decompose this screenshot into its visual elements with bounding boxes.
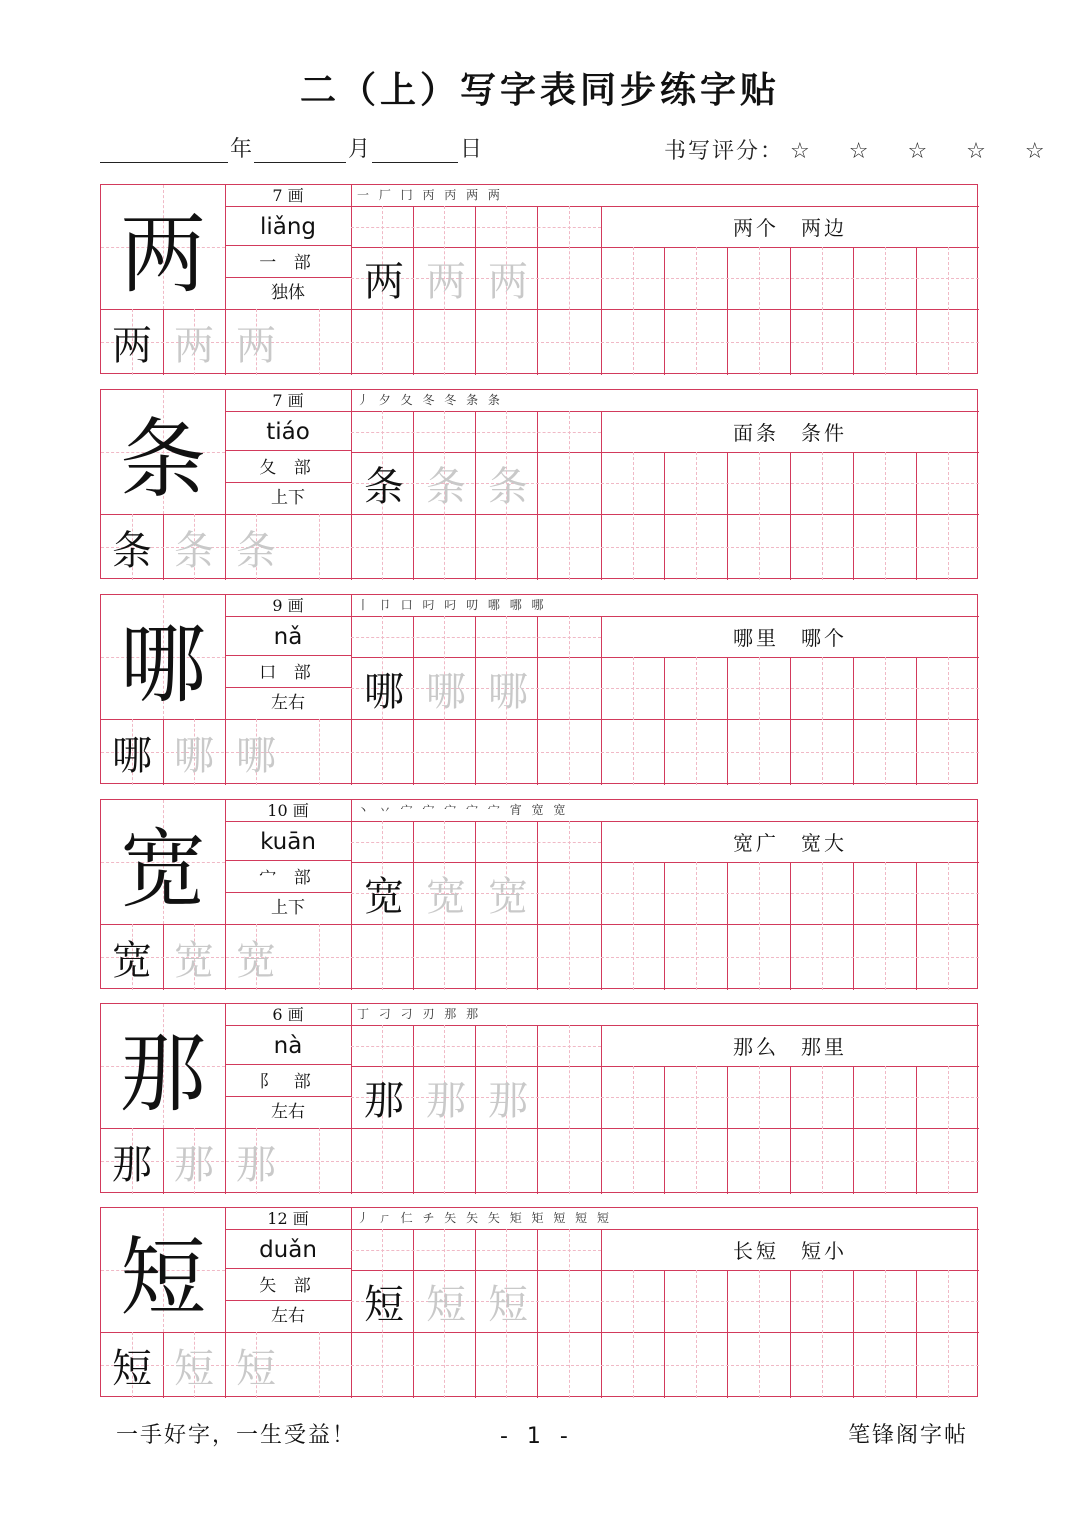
- trace-char: 哪: [236, 732, 276, 779]
- grid-line: [853, 657, 854, 785]
- model-character: 两: [120, 205, 206, 305]
- guide-line: [948, 1066, 949, 1194]
- stroke-order: 一 厂 冂 丙 丙 两 两: [357, 188, 503, 202]
- guide-line: [696, 1270, 697, 1398]
- guide-line: [319, 719, 320, 785]
- guide-line: [319, 514, 320, 580]
- stroke-order: 丨 卩 口 叼 叼 叨 哪 哪 哪: [357, 598, 547, 612]
- radical: 口 部: [259, 663, 317, 683]
- month-blank[interactable]: [254, 140, 346, 163]
- model-character: 宽: [120, 820, 206, 920]
- structure: 左右: [271, 693, 305, 713]
- guide-line: [822, 1066, 823, 1194]
- grid-line: [853, 1066, 854, 1194]
- vocabulary-words: [601, 617, 979, 657]
- grid-line: [101, 514, 979, 515]
- practice-char: 两: [112, 322, 152, 369]
- vocabulary-word: 长短: [733, 1239, 779, 1263]
- grid-line: [916, 1270, 917, 1398]
- grid-line: [853, 247, 854, 375]
- grid-line: [790, 657, 791, 785]
- grid-line: [225, 1268, 351, 1269]
- vocabulary-word: 两个: [733, 216, 779, 240]
- model-character: 那: [120, 1024, 206, 1124]
- practice-char: 宽: [364, 873, 404, 920]
- grid-line: [853, 452, 854, 580]
- trace-char: 两: [174, 322, 214, 369]
- guide-line: [319, 1128, 320, 1194]
- grid-line: [225, 655, 351, 656]
- trace-char: 条: [426, 463, 466, 510]
- guide-line: [759, 1066, 760, 1194]
- guide-line: [759, 247, 760, 375]
- grid-line: [916, 862, 917, 990]
- guide-line: [885, 862, 886, 990]
- grid-line: [101, 309, 979, 310]
- date-line: [100, 132, 484, 163]
- guide-line: [696, 862, 697, 990]
- page-title: 二（上）写字表同步练字贴: [299, 69, 780, 111]
- grid-line: [225, 860, 351, 861]
- vocabulary-words: [601, 207, 979, 247]
- guide-line: [759, 862, 760, 990]
- guide-line: [569, 206, 570, 375]
- practice-char: 条: [364, 463, 404, 510]
- guide-line: [696, 452, 697, 580]
- grid-line: [664, 657, 665, 785]
- practice-char: 短: [364, 1281, 404, 1328]
- practice-char: 短: [112, 1345, 152, 1392]
- grid-line: [853, 862, 854, 990]
- radical: 矢 部: [259, 1276, 317, 1296]
- pinyin: tiáo: [266, 419, 310, 445]
- guide-line: [696, 657, 697, 785]
- practice-char: 宽: [112, 937, 152, 984]
- vocabulary-words: [601, 1230, 979, 1270]
- rating-label: 书写评分：: [664, 139, 785, 164]
- stroke-count: 7 画: [272, 391, 304, 410]
- guide-line: [633, 452, 634, 580]
- guide-line: [633, 657, 634, 785]
- vocabulary-word: 面条: [733, 421, 779, 445]
- guide-line: [351, 432, 601, 433]
- grid-line: [351, 800, 352, 990]
- guide-line: [759, 657, 760, 785]
- structure: 左右: [271, 1102, 305, 1122]
- rating: [664, 134, 1061, 165]
- trace-char: 两: [236, 322, 276, 369]
- guide-line: [948, 1270, 949, 1398]
- guide-line: [633, 247, 634, 375]
- guide-line: [351, 1046, 601, 1047]
- rating-stars[interactable]: ☆ ☆ ☆ ☆ ☆: [790, 139, 1061, 164]
- grid-line: [101, 1332, 979, 1333]
- guide-line: [948, 657, 949, 785]
- grid-line: [790, 452, 791, 580]
- practice-char: 条: [112, 527, 152, 574]
- guide-line: [351, 1250, 601, 1251]
- practice-char: 哪: [112, 732, 152, 779]
- trace-char: 哪: [488, 668, 528, 715]
- structure: 独体: [271, 283, 305, 303]
- guide-line: [319, 309, 320, 375]
- trace-char: 短: [174, 1345, 214, 1392]
- grid-line: [351, 1208, 352, 1398]
- structure: 上下: [271, 898, 305, 918]
- guide-line: [696, 247, 697, 375]
- grid-line: [225, 245, 351, 246]
- grid-line: [351, 390, 352, 580]
- pinyin: duǎn: [259, 1237, 317, 1263]
- trace-char: 两: [426, 258, 466, 305]
- vocabulary-word: 哪里: [733, 626, 779, 650]
- guide-line: [351, 842, 601, 843]
- guide-line: [351, 637, 601, 638]
- footer-brand: 笔锋阁字帖: [848, 1423, 969, 1448]
- guide-line: [633, 1066, 634, 1194]
- vocabulary-word: 宽大: [801, 831, 847, 855]
- guide-line: [948, 247, 949, 375]
- guide-line: [885, 1270, 886, 1398]
- grid-line: [664, 862, 665, 990]
- pinyin: kuān: [260, 829, 316, 855]
- trace-char: 哪: [174, 732, 214, 779]
- grid-line: [351, 595, 352, 785]
- trace-char: 宽: [426, 873, 466, 920]
- guide-line: [319, 924, 320, 990]
- day-blank[interactable]: [372, 140, 458, 163]
- vocabulary-words: [601, 822, 979, 862]
- footer-motto: 一手好字，一生受益！: [116, 1423, 357, 1448]
- grid-line: [790, 862, 791, 990]
- grid-line: [916, 452, 917, 580]
- pinyin: nǎ: [273, 624, 303, 650]
- trace-char: 条: [174, 527, 214, 574]
- trace-char: 短: [236, 1345, 276, 1392]
- grid-line: [351, 185, 352, 375]
- practice-char: 那: [112, 1141, 152, 1188]
- grid-line: [101, 719, 979, 720]
- practice-char: 两: [364, 258, 404, 305]
- guide-line: [759, 452, 760, 580]
- guide-line: [948, 862, 949, 990]
- stroke-order: 丶 丷 宀 宀 宀 宀 宀 宵 宽 宽: [357, 803, 569, 817]
- grid-line: [727, 862, 728, 990]
- trace-char: 短: [488, 1281, 528, 1328]
- vocabulary-word: 两边: [801, 216, 847, 240]
- month-label: 月: [348, 137, 371, 162]
- guide-line: [633, 1270, 634, 1398]
- radical: 夂 部: [259, 458, 317, 478]
- stroke-count: 7 画: [272, 186, 304, 205]
- vocabulary-word: 那么: [733, 1035, 779, 1059]
- grid-line: [664, 1066, 665, 1194]
- practice-char: 哪: [364, 668, 404, 715]
- guide-line: [569, 411, 570, 580]
- grid-line: [351, 1004, 352, 1194]
- grid-line: [225, 1064, 351, 1065]
- char-block-6: [100, 1207, 978, 1397]
- char-block-1: [100, 184, 978, 374]
- stroke-count: 12 画: [267, 1209, 309, 1228]
- guide-line: [822, 1270, 823, 1398]
- vocabulary-word: 宽广: [733, 831, 779, 855]
- guide-line: [569, 821, 570, 990]
- vocabulary-word: 短小: [801, 1239, 847, 1263]
- grid-line: [727, 247, 728, 375]
- guide-line: [759, 1270, 760, 1398]
- char-block-2: [100, 389, 978, 579]
- guide-line: [633, 862, 634, 990]
- trace-char: 宽: [488, 873, 528, 920]
- grid-line: [101, 1128, 979, 1129]
- day-label: 日: [460, 137, 483, 162]
- stroke-order: 丿 ㄏ 仁 チ 矢 矢 矢 矩 矩 短 短 短: [357, 1211, 612, 1225]
- trace-char: 那: [174, 1141, 214, 1188]
- grid-line: [916, 657, 917, 785]
- guide-line: [822, 247, 823, 375]
- grid-line: [916, 1066, 917, 1194]
- radical: 阝 部: [259, 1072, 317, 1092]
- model-character: 哪: [120, 615, 206, 715]
- stroke-count: 10 画: [267, 801, 309, 820]
- guide-line: [822, 452, 823, 580]
- stroke-count: 9 画: [272, 596, 304, 615]
- vocabulary-word: 条件: [801, 421, 847, 445]
- grid-line: [727, 452, 728, 580]
- trace-char: 条: [488, 463, 528, 510]
- pinyin: liǎng: [259, 214, 317, 240]
- vocabulary-words: [601, 412, 979, 452]
- guide-line: [885, 452, 886, 580]
- structure: 左右: [271, 1306, 305, 1326]
- guide-line: [822, 862, 823, 990]
- grid-line: [664, 247, 665, 375]
- practice-char: 那: [364, 1077, 404, 1124]
- guide-line: [822, 657, 823, 785]
- radical: 一 部: [259, 253, 317, 273]
- char-block-3: [100, 594, 978, 784]
- grid-line: [225, 450, 351, 451]
- grid-line: [853, 1270, 854, 1398]
- guide-line: [569, 1229, 570, 1398]
- guide-line: [948, 452, 949, 580]
- guide-line: [696, 1066, 697, 1194]
- trace-char: 宽: [174, 937, 214, 984]
- vocabulary-word: 那里: [801, 1035, 847, 1059]
- char-block-4: [100, 799, 978, 989]
- pinyin: nà: [273, 1033, 303, 1059]
- trace-char: 那: [236, 1141, 276, 1188]
- trace-char: 条: [236, 527, 276, 574]
- grid-line: [790, 247, 791, 375]
- radical: 宀 部: [259, 868, 317, 888]
- trace-char: 那: [426, 1077, 466, 1124]
- trace-char: 短: [426, 1281, 466, 1328]
- grid-line: [101, 924, 979, 925]
- guide-line: [885, 657, 886, 785]
- vocabulary-word: 哪个: [801, 626, 847, 650]
- guide-line: [885, 247, 886, 375]
- guide-line: [319, 1332, 320, 1398]
- model-character: 短: [120, 1228, 206, 1328]
- grid-line: [664, 1270, 665, 1398]
- guide-line: [351, 227, 601, 228]
- grid-line: [790, 1270, 791, 1398]
- stroke-count: 6 画: [272, 1005, 304, 1024]
- grid-line: [916, 247, 917, 375]
- grid-line: [790, 1066, 791, 1194]
- guide-line: [569, 616, 570, 785]
- trace-char: 宽: [236, 937, 276, 984]
- trace-char: 那: [488, 1077, 528, 1124]
- stroke-order: 丿 夕 夂 冬 冬 条 条: [357, 393, 503, 407]
- char-block-5: [100, 1003, 978, 1193]
- stroke-order: 丁 刁 刁 刃 那 那: [357, 1007, 482, 1021]
- model-character: 条: [120, 410, 206, 510]
- grid-line: [727, 1066, 728, 1194]
- year-label: 年: [230, 137, 253, 162]
- vocabulary-words: [601, 1026, 979, 1066]
- grid-line: [727, 1270, 728, 1398]
- trace-char: 两: [488, 258, 528, 305]
- grid-line: [727, 657, 728, 785]
- page-number: - 1 -: [500, 1424, 574, 1449]
- guide-line: [885, 1066, 886, 1194]
- year-blank[interactable]: [100, 140, 228, 163]
- grid-line: [664, 452, 665, 580]
- guide-line: [569, 1025, 570, 1194]
- trace-char: 哪: [426, 668, 466, 715]
- structure: 上下: [271, 488, 305, 508]
